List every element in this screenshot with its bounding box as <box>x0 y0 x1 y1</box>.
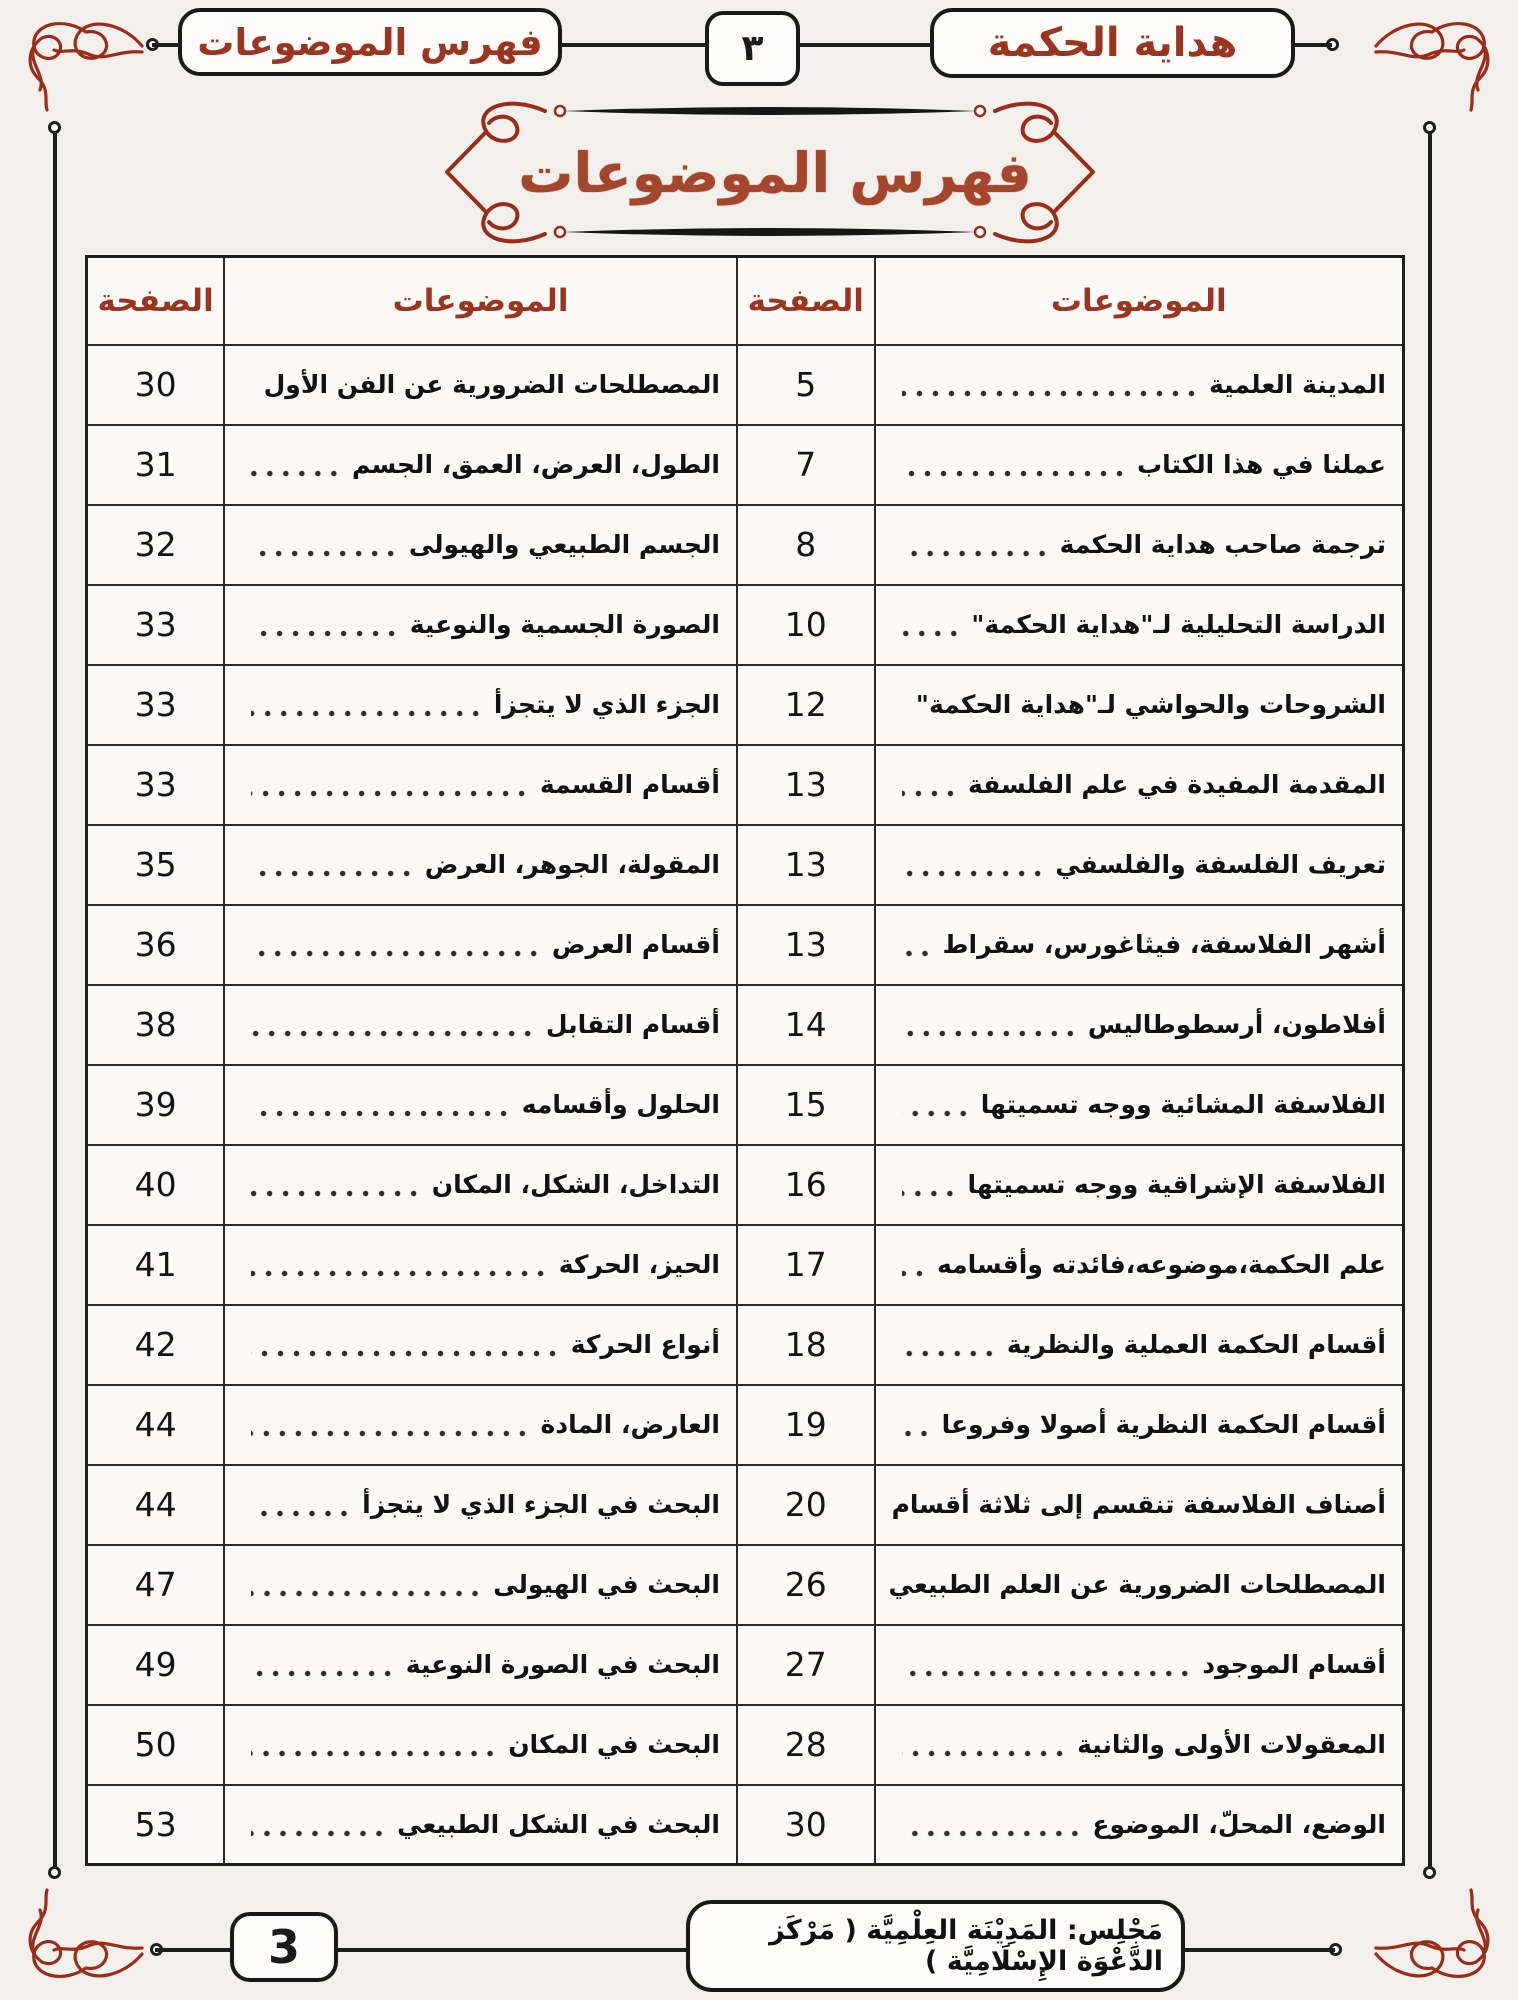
toc-topic-text: الحيز، الحركة <box>558 1250 720 1279</box>
dotted-leader <box>902 469 1127 478</box>
toc-pagenumber-cell: 40 <box>87 1145 225 1225</box>
toc-topic-cell <box>224 1545 737 1625</box>
toc-pagenumber-cell: 42 <box>87 1305 225 1385</box>
toc-topic-text: الدراسة التحليلية لـ"هداية الحكمة" <box>971 610 1386 639</box>
corner-knot-ornament-top-right <box>1368 12 1498 122</box>
footer-publisher-box <box>686 1900 1185 1992</box>
toc-table <box>85 255 1405 1866</box>
toc-topic-text: ترجمة صاحب هداية الحكمة <box>1059 530 1386 559</box>
left-edge-rail-line <box>53 133 57 1867</box>
toc-topic-text: البحث في الصورة النوعية <box>405 1650 720 1679</box>
toc-topic-text: أقسام الحكمة العملية والنظرية <box>1006 1330 1386 1359</box>
title-frame-top-line <box>553 104 987 118</box>
toc-pagenumber-cell: 39 <box>87 1065 225 1145</box>
toc-pagenumber-cell: 35 <box>87 825 225 905</box>
toc-topic-cell <box>875 1705 1404 1785</box>
toc-topic-cell <box>875 1465 1404 1545</box>
dotted-leader <box>902 1749 1068 1758</box>
dotted-leader <box>251 1029 536 1038</box>
running-head-section-box <box>178 8 562 76</box>
toc-pagenumber-cell: 27 <box>737 1625 875 1705</box>
toc-pagenumber-cell: 13 <box>737 825 875 905</box>
toc-topic-cell <box>875 1545 1404 1625</box>
dotted-leader <box>251 1109 512 1118</box>
toc-topics-header-right: الموضوعات <box>875 257 1404 345</box>
toc-pagenumber-cell: 31 <box>87 425 225 505</box>
toc-pagenumber-cell: 13 <box>737 745 875 825</box>
right-edge-rail-line <box>1428 133 1432 1867</box>
toc-pagenumber-cell: 30 <box>87 345 225 425</box>
toc-row <box>87 1625 1404 1705</box>
toc-pagenumber-cell: 28 <box>737 1705 875 1785</box>
toc-topic-text: الصورة الجسمية والنوعية <box>409 610 720 639</box>
page-title: فهرس الموضوعات <box>518 141 1032 205</box>
toc-topic-cell <box>224 1305 737 1385</box>
toc-topic-text: علم الحكمة،موضوعه،فائدته وأقسامه <box>936 1250 1386 1279</box>
toc-pagenumber-cell: 19 <box>737 1385 875 1465</box>
dotted-leader <box>902 1189 958 1198</box>
dotted-leader <box>902 389 1199 398</box>
toc-topic-cell <box>875 825 1404 905</box>
toc-topic-cell <box>224 1225 737 1305</box>
toc-pagenumber-cell: 17 <box>737 1225 875 1305</box>
dotted-leader <box>251 789 530 798</box>
dotted-leader <box>251 469 342 478</box>
toc-pagenumber-cell: 30 <box>737 1785 875 1865</box>
running-head-section-label: فهرس الموضوعات <box>197 20 543 64</box>
toc-topic-cell <box>224 1705 737 1785</box>
toc-pagenumber-cell: 18 <box>737 1305 875 1385</box>
toc-topic-cell <box>224 345 737 425</box>
toc-topic-cell <box>224 585 737 665</box>
corner-knot-ornament-top-left <box>20 12 150 122</box>
toc-pagenumber-cell: 33 <box>87 585 225 665</box>
toc-pagenumber-cell: 36 <box>87 905 225 985</box>
toc-page-header-left: الصفحة <box>87 257 225 345</box>
toc-pagenumber-cell: 44 <box>87 1385 225 1465</box>
toc-topic-cell <box>875 665 1404 745</box>
dotted-leader <box>251 1509 352 1518</box>
toc-row <box>87 585 1404 665</box>
dotted-leader <box>902 1429 932 1438</box>
left-rail-top-ring <box>48 121 61 134</box>
toc-topic-cell <box>224 1625 737 1705</box>
toc-pagenumber-cell: 15 <box>737 1065 875 1145</box>
toc-page-header-right: الصفحة <box>737 257 875 345</box>
toc-topic-text: البحث في الهيولى <box>493 1570 720 1599</box>
toc-table-head <box>87 257 1404 345</box>
dotted-leader <box>251 949 542 958</box>
toc-pagenumber-cell: 16 <box>737 1145 875 1225</box>
left-rail-bottom-ring <box>48 1866 61 1879</box>
toc-row <box>87 1545 1404 1625</box>
toc-topic-text: أصناف الفلاسفة تنقسم إلى ثلاثة أقسام <box>891 1490 1386 1519</box>
toc-topic-cell <box>224 665 737 745</box>
toc-topic-text: الشروحات والحواشي لـ"هداية الحكمة" <box>915 690 1386 719</box>
toc-pagenumber-cell: 53 <box>87 1785 225 1865</box>
toc-topic-text: المقولة، الجوهر، العرض <box>424 850 720 879</box>
dotted-leader <box>251 1589 483 1598</box>
dotted-leader <box>251 1269 549 1278</box>
dotted-leader <box>251 1349 561 1358</box>
right-rail-bottom-ring <box>1423 1866 1436 1879</box>
toc-topic-cell <box>224 905 737 985</box>
dotted-leader <box>902 1109 971 1118</box>
toc-topic-text: المعقولات الأولى والثانية <box>1077 1730 1386 1759</box>
toc-pagenumber-cell: 32 <box>87 505 225 585</box>
toc-topic-cell <box>875 425 1404 505</box>
toc-row <box>87 1225 1404 1305</box>
footer-pagenumber: 3 <box>267 1920 300 1974</box>
toc-topic-cell <box>875 1305 1404 1385</box>
toc-topic-text: المقدمة المفيدة في علم الفلسفة <box>967 770 1386 799</box>
toc-topics-header-left: الموضوعات <box>224 257 737 345</box>
toc-table-body <box>87 345 1404 1865</box>
toc-row <box>87 1385 1404 1465</box>
toc-pagenumber-cell: 44 <box>87 1465 225 1545</box>
toc-topic-cell <box>875 585 1404 665</box>
toc-pagenumber-cell: 12 <box>737 665 875 745</box>
toc-row <box>87 425 1404 505</box>
toc-row <box>87 1785 1404 1865</box>
toc-topic-text: تعريف الفلسفة والفلسفي <box>1055 850 1386 879</box>
toc-topic-cell <box>875 1785 1404 1865</box>
toc-pagenumber-cell: 20 <box>737 1465 875 1545</box>
toc-row <box>87 1305 1404 1385</box>
toc-topic-text: البحث في المكان <box>508 1730 720 1759</box>
dotted-leader <box>251 629 400 638</box>
corner-knot-ornament-bottom-right <box>1368 1878 1498 1988</box>
toc-topic-text: العارض، المادة <box>540 1410 720 1439</box>
toc-topic-cell <box>875 505 1404 585</box>
toc-topic-text: المصطلحات الضرورية عن الفن الأول <box>263 370 720 399</box>
toc-row <box>87 1705 1404 1785</box>
toc-pagenumber-cell: 49 <box>87 1625 225 1705</box>
footer-publisher-text: مَجْلِس: المَدِيْنَة العِلْمِيَّة ( مَرْكَز الدَّعْوَة الإِسْلَامِيَّة ) <box>769 1915 1163 1977</box>
dotted-leader <box>902 1349 997 1358</box>
toc-topic-cell <box>875 745 1404 825</box>
toc-topic-cell <box>875 985 1404 1065</box>
toc-topic-cell <box>875 905 1404 985</box>
dotted-leader <box>251 389 253 398</box>
toc-table-container <box>85 255 1405 1866</box>
toc-topic-text: عملنا في هذا الكتاب <box>1137 450 1386 479</box>
dotted-leader <box>902 869 1046 878</box>
toc-row <box>87 1465 1404 1545</box>
toc-topic-text: المدينة العلمية <box>1208 370 1386 399</box>
toc-topic-cell <box>875 1225 1404 1305</box>
toc-pagenumber-cell: 41 <box>87 1225 225 1305</box>
toc-topic-text: البحث في الشكل الطبيعي <box>397 1809 720 1839</box>
running-head-booktitle-box <box>930 8 1295 78</box>
toc-header-row <box>87 257 1404 345</box>
footer-pagenumber-box <box>230 1912 338 1982</box>
toc-pagenumber-cell: 5 <box>737 345 875 425</box>
toc-row <box>87 1145 1404 1225</box>
toc-row <box>87 665 1404 745</box>
dotted-leader <box>902 1029 1078 1038</box>
toc-topic-text: أقسام القسمة <box>539 770 720 799</box>
toc-topic-text: أشهر الفلاسفة، فيثاغورس، سقراط <box>942 930 1386 959</box>
toc-topic-text: الجزء الذي لا يتجزأ <box>493 690 720 719</box>
toc-topic-text: أنواع الحركة <box>570 1330 720 1359</box>
dotted-leader <box>251 1189 422 1198</box>
dotted-leader <box>902 789 958 798</box>
toc-topic-cell <box>224 985 737 1065</box>
toc-pagenumber-cell: 33 <box>87 745 225 825</box>
toc-topic-text: أقسام التقابل <box>545 1010 720 1039</box>
toc-pagenumber-cell: 7 <box>737 425 875 505</box>
toc-row <box>87 345 1404 425</box>
toc-topic-cell <box>875 1065 1404 1145</box>
toc-topic-cell <box>224 825 737 905</box>
running-head-pagenumber: ٣ <box>741 28 764 69</box>
toc-topic-cell <box>224 1385 737 1465</box>
toc-pagenumber-cell: 47 <box>87 1545 225 1625</box>
dotted-leader <box>251 1829 387 1838</box>
toc-topic-cell <box>224 1465 737 1545</box>
toc-topic-cell <box>875 1385 1404 1465</box>
title-frame-bottom-line <box>553 225 987 239</box>
toc-row <box>87 745 1404 825</box>
toc-topic-text: أقسام الموجود <box>1202 1650 1386 1679</box>
dotted-leader <box>902 709 906 718</box>
toc-row <box>87 985 1404 1065</box>
dotted-leader <box>902 949 933 958</box>
toc-topic-cell <box>224 1065 737 1145</box>
toc-topic-cell <box>224 1145 737 1225</box>
dotted-leader <box>251 1749 498 1758</box>
toc-topic-text: أقسام الحكمة النظرية أصولا وفروعا <box>941 1410 1386 1439</box>
toc-topic-text: الفلاسفة المشائية ووجه تسميتها <box>980 1090 1386 1119</box>
toc-topic-text: الوضع، المحلّ، الموضوع <box>1092 1809 1386 1839</box>
toc-pagenumber-cell: 33 <box>87 665 225 745</box>
toc-row <box>87 825 1404 905</box>
toc-pagenumber-cell: 38 <box>87 985 225 1065</box>
dotted-leader <box>251 869 415 878</box>
toc-pagenumber-cell: 50 <box>87 1705 225 1785</box>
dotted-leader <box>251 709 484 718</box>
toc-topic-text: المصطلحات الضرورية عن العلم الطبيعي <box>888 1570 1386 1599</box>
toc-pagenumber-cell: 10 <box>737 585 875 665</box>
toc-topic-cell <box>875 1145 1404 1225</box>
toc-pagenumber-cell: 14 <box>737 985 875 1065</box>
dotted-leader <box>251 549 399 558</box>
dotted-leader <box>902 629 962 638</box>
toc-topic-text: أفلاطون، أرسطوطاليس <box>1087 1010 1386 1039</box>
toc-pagenumber-cell: 13 <box>737 905 875 985</box>
toc-topic-cell <box>875 345 1404 425</box>
dotted-leader <box>251 1429 530 1438</box>
right-rail-top-ring <box>1423 121 1436 134</box>
toc-topic-text: الجسم الطبيعي والهيولى <box>408 530 720 559</box>
toc-topic-cell <box>224 425 737 505</box>
dotted-leader <box>902 1269 927 1278</box>
toc-topic-text: الطول، العرض، العمق، الجسم <box>352 450 720 479</box>
dotted-leader <box>251 1669 396 1678</box>
toc-topic-cell <box>224 745 737 825</box>
toc-topic-text: التداخل، الشكل، المكان <box>431 1170 720 1199</box>
toc-row <box>87 505 1404 585</box>
toc-topic-text: الفلاسفة الإشراقية ووجه تسميتها <box>967 1170 1386 1199</box>
toc-pagenumber-cell: 8 <box>737 505 875 585</box>
toc-topic-cell <box>224 505 737 585</box>
toc-topic-text: البحث في الجزء الذي لا يتجزأ <box>362 1490 720 1519</box>
running-head-booktitle: هداية الحكمة <box>987 20 1238 66</box>
toc-topic-text: أقسام العرض <box>551 930 720 959</box>
toc-row <box>87 1065 1404 1145</box>
dotted-leader <box>902 549 1050 558</box>
running-head-pagenumber-box <box>705 11 800 86</box>
toc-topic-cell <box>875 1625 1404 1705</box>
dotted-leader <box>902 1829 1083 1838</box>
toc-pagenumber-cell: 26 <box>737 1545 875 1625</box>
corner-knot-ornament-bottom-left <box>20 1878 150 1988</box>
toc-row <box>87 905 1404 985</box>
toc-topic-cell <box>224 1785 737 1865</box>
dotted-leader <box>902 1669 1193 1678</box>
toc-topic-text: الحلول وأقسامه <box>521 1090 720 1119</box>
